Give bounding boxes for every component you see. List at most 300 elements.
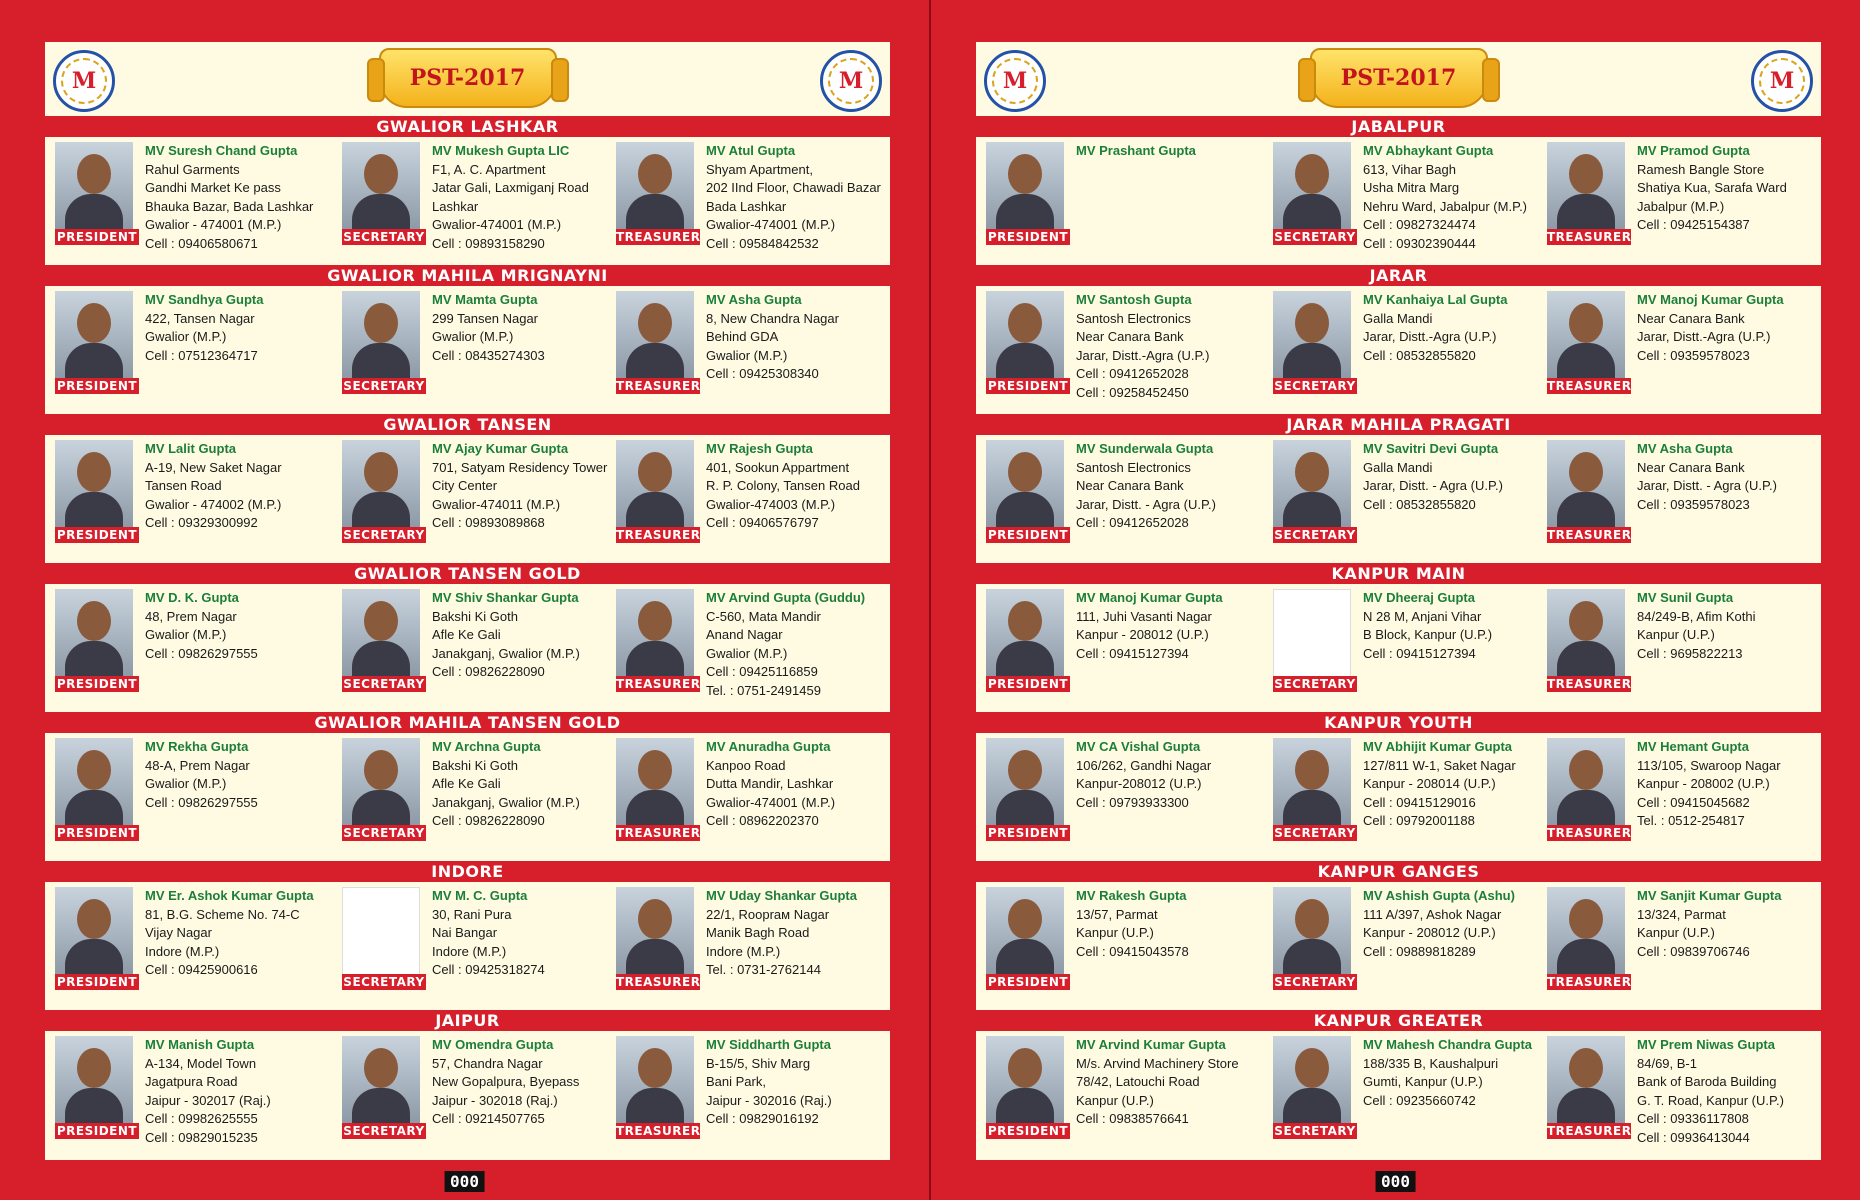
member-card bbox=[342, 291, 612, 411]
member-detail-line: Cell : 09829015235 bbox=[145, 1129, 258, 1145]
member-detail-line: Gwalior - 474002 (M.P.) bbox=[145, 496, 282, 512]
portrait-head bbox=[1569, 1048, 1603, 1088]
member-card bbox=[1273, 589, 1543, 709]
member-info bbox=[706, 887, 906, 980]
member-detail-line: 13/324, Parmat bbox=[1637, 906, 1726, 922]
portrait-torso bbox=[1283, 790, 1341, 830]
member-photo bbox=[1547, 291, 1625, 383]
member-photo bbox=[342, 291, 420, 383]
member-detail-line: Cell : 09406576797 bbox=[706, 515, 819, 530]
portrait-head bbox=[1008, 1048, 1042, 1088]
member-detail-line: 401, Sookun Appartment bbox=[706, 459, 850, 475]
member-detail-line: Cell : 09826228090 bbox=[432, 813, 545, 828]
portrait-torso bbox=[626, 641, 684, 681]
member-detail-line: Jarar, Distt.-Agra (U.P.) bbox=[1076, 347, 1210, 363]
member-name: MV Mahesh Chandra Gupta bbox=[1363, 1037, 1533, 1052]
role-badge: TREASURER bbox=[616, 528, 701, 542]
member-detail-line: 30, Rani Pura bbox=[432, 906, 512, 922]
portrait-torso bbox=[352, 492, 410, 532]
member-photo bbox=[1547, 887, 1625, 979]
portrait-torso bbox=[1557, 641, 1615, 681]
member-detail-line: 111, Juhi Vasanti Nagar bbox=[1076, 608, 1212, 624]
portrait-torso bbox=[996, 939, 1054, 979]
section-heading: KANPUR YOUTH bbox=[976, 712, 1821, 733]
member-detail-line: Gwalior (M.P.) bbox=[706, 347, 788, 363]
member-detail-line: Gwalior (M.P.) bbox=[706, 645, 788, 661]
role-badge: PRESIDENT bbox=[987, 826, 1069, 840]
member-card bbox=[1547, 142, 1817, 262]
member-name: MV Prashant Gupta bbox=[1076, 143, 1196, 158]
portrait-head bbox=[638, 899, 672, 939]
member-info bbox=[706, 142, 906, 253]
member-photo bbox=[616, 142, 694, 234]
member-name: MV Sandhya Gupta bbox=[145, 292, 264, 307]
portrait-head bbox=[638, 154, 672, 194]
member-info bbox=[1637, 589, 1837, 663]
member-detail-line: Usha Mitra Marg bbox=[1363, 180, 1460, 195]
page-title: PST-2017 bbox=[409, 65, 526, 91]
member-card bbox=[1273, 291, 1543, 411]
mv-logo-icon bbox=[1751, 50, 1813, 112]
member-detail-line: Janakganj, Gwalior (M.P.) bbox=[432, 794, 580, 810]
member-detail-line: Cell : 09829016192 bbox=[706, 1111, 819, 1126]
member-card bbox=[616, 142, 886, 262]
section-heading: JARAR MAHILA PRAGATI bbox=[976, 414, 1821, 435]
member-detail-line: 188/335 B, Kaushalpuri bbox=[1363, 1055, 1499, 1071]
portrait-torso bbox=[1557, 939, 1615, 979]
section-heading: JABALPUR bbox=[976, 116, 1821, 137]
portrait-head bbox=[1295, 750, 1329, 790]
member-name: MV Siddharth Gupta bbox=[706, 1037, 831, 1052]
masthead bbox=[976, 42, 1821, 116]
member-detail-line: Bank of Baroda Building bbox=[1637, 1074, 1777, 1089]
member-detail-line: Gwalior (M.P.) bbox=[145, 776, 227, 791]
portrait-torso bbox=[996, 1088, 1054, 1128]
member-card bbox=[616, 738, 886, 858]
role-badge: SECRETARY bbox=[1274, 1124, 1356, 1138]
member-info bbox=[1363, 440, 1563, 514]
member-photo bbox=[1547, 440, 1625, 532]
member-photo bbox=[986, 291, 1064, 383]
role-badge: SECRETARY bbox=[343, 528, 425, 542]
member-name: MV Savitri Devi Gupta bbox=[1363, 441, 1499, 456]
role-badge: PRESIDENT bbox=[56, 975, 138, 989]
member-info bbox=[1076, 291, 1276, 402]
member-detail-line: Cell : 09415127394 bbox=[1363, 645, 1476, 661]
member-detail-line: 13/57, Parmat bbox=[1076, 906, 1158, 922]
portrait-torso bbox=[1557, 492, 1615, 532]
section-members bbox=[45, 584, 890, 712]
page-number: 000 bbox=[444, 1171, 485, 1192]
role-badge: TREASURER bbox=[1547, 230, 1632, 244]
portrait-torso bbox=[626, 492, 684, 532]
member-detail-line: Cell : 08532855820 bbox=[1363, 347, 1476, 363]
portrait-head bbox=[364, 154, 398, 194]
portrait-head bbox=[77, 601, 111, 641]
portrait-head bbox=[638, 750, 672, 790]
member-detail-line: Cell : 08435274303 bbox=[432, 347, 545, 363]
role-badge: TREASURER bbox=[1547, 1124, 1632, 1138]
member-name: MV Manoj Kumar Gupta bbox=[1637, 292, 1784, 307]
role-badge: SECRETARY bbox=[1274, 826, 1356, 840]
member-detail-line: Gwalior-474003 (M.P.) bbox=[706, 496, 836, 512]
member-photo bbox=[55, 738, 133, 830]
section-heading: JAIPUR bbox=[45, 1010, 890, 1031]
member-detail-line: Vijay Nagar bbox=[145, 925, 212, 940]
member-name: MV M. C. Gupta bbox=[432, 888, 528, 903]
member-detail-line: Gumti, Kanpur (U.P.) bbox=[1363, 1074, 1483, 1089]
member-detail-line: 701, Satyam Residency Tower bbox=[432, 459, 608, 475]
member-detail-line: Cell : 09839706746 bbox=[1637, 943, 1750, 959]
role-badge: PRESIDENT bbox=[987, 528, 1069, 542]
member-detail-line: 78/42, Latouchi Road bbox=[1076, 1074, 1200, 1089]
member-detail-line: Cell : 09893158290 bbox=[432, 235, 545, 251]
role-badge: TREASURER bbox=[1547, 379, 1632, 393]
portrait-head bbox=[1008, 303, 1042, 343]
member-photo bbox=[342, 738, 420, 830]
portrait-head bbox=[1008, 601, 1042, 641]
section-members bbox=[976, 1031, 1821, 1159]
member-detail-line: Near Canara Bank bbox=[1637, 310, 1745, 326]
role-badge: SECRETARY bbox=[1274, 975, 1356, 989]
portrait-head bbox=[77, 750, 111, 790]
member-card bbox=[1273, 1036, 1543, 1156]
member-detail-line: 299 Tansen Nagar bbox=[432, 310, 539, 326]
member-photo bbox=[616, 440, 694, 532]
role-badge: PRESIDENT bbox=[56, 1124, 138, 1138]
member-photo bbox=[986, 440, 1064, 532]
section-heading: INDORE bbox=[45, 861, 890, 882]
member-photo bbox=[986, 738, 1064, 830]
member-info bbox=[432, 1036, 632, 1129]
portrait-torso bbox=[1557, 194, 1615, 234]
member-detail-line: Jaipur - 302016 (Raj.) bbox=[706, 1092, 832, 1108]
member-detail-line: Indore (M.P.) bbox=[706, 943, 781, 959]
member-card bbox=[342, 142, 612, 262]
member-photo bbox=[616, 291, 694, 383]
member-detail-line: Cell : 09425900616 bbox=[145, 962, 258, 977]
member-detail-line: Cell : 07512364717 bbox=[145, 347, 258, 363]
portrait-torso bbox=[352, 343, 410, 383]
member-name: MV Arvind Kumar Gupta bbox=[1076, 1037, 1226, 1052]
portrait-torso bbox=[352, 641, 410, 681]
role-badge: TREASURER bbox=[616, 1124, 701, 1138]
section-members bbox=[45, 882, 890, 1010]
member-name: MV Kanhaiya Lal Gupta bbox=[1363, 292, 1508, 307]
title-scroll-banner bbox=[1310, 48, 1488, 108]
role-badge: SECRETARY bbox=[343, 826, 425, 840]
member-detail-line: Behind GDA bbox=[706, 329, 779, 344]
logo-monogram: M bbox=[1769, 68, 1795, 94]
member-info bbox=[432, 887, 632, 980]
member-name: MV Anuradha Gupta bbox=[706, 739, 831, 754]
portrait-head bbox=[364, 601, 398, 641]
member-card bbox=[342, 738, 612, 858]
member-detail-line: Gwalior (M.P.) bbox=[145, 329, 227, 344]
role-badge: PRESIDENT bbox=[987, 677, 1069, 691]
portrait-torso bbox=[1283, 343, 1341, 383]
portrait-head bbox=[1008, 154, 1042, 194]
role-badge: TREASURER bbox=[1547, 975, 1632, 989]
portrait-head bbox=[638, 601, 672, 641]
portrait-head bbox=[1008, 899, 1042, 939]
role-badge: SECRETARY bbox=[343, 677, 425, 691]
member-detail-line: Rahul Garments bbox=[145, 161, 240, 177]
member-detail-line: Kanpur - 208012 (U.P.) bbox=[1076, 627, 1209, 642]
member-detail-line: Kanpur-208012 (U.P.) bbox=[1076, 776, 1202, 791]
member-card bbox=[986, 142, 1256, 262]
member-detail-line: Cell : 9695822213 bbox=[1637, 645, 1743, 661]
member-detail-line: Gwalior-474001 (M.P.) bbox=[706, 217, 836, 232]
section-heading: GWALIOR TANSEN bbox=[45, 414, 890, 435]
member-detail-line: Cell : 09889818289 bbox=[1363, 943, 1476, 959]
member-detail-line: Tansen Road bbox=[145, 478, 222, 493]
member-detail-line: 48, Prem Nagar bbox=[145, 608, 237, 624]
right-page bbox=[931, 0, 1860, 1200]
portrait-torso bbox=[996, 790, 1054, 830]
member-name: MV Atul Gupta bbox=[706, 143, 796, 158]
member-detail-line: Shatiya Kua, Sarafa Ward bbox=[1637, 180, 1787, 195]
member-detail-line: Tel. : 0731-2762144 bbox=[706, 962, 821, 977]
member-detail-line: Gwalior-474001 (M.P.) bbox=[706, 794, 836, 810]
member-card bbox=[986, 440, 1256, 560]
member-detail-line: Gwalior-474011 (M.P.) bbox=[432, 496, 561, 512]
role-badge: PRESIDENT bbox=[56, 528, 138, 542]
member-detail-line: Cell : 09425308340 bbox=[706, 366, 819, 381]
portrait-torso bbox=[996, 492, 1054, 532]
member-detail-line: Cell : 09214507765 bbox=[432, 1111, 545, 1126]
member-card bbox=[986, 589, 1256, 709]
member-detail-line: Kanpoo Road bbox=[706, 757, 786, 773]
mv-logo-icon bbox=[53, 50, 115, 112]
role-badge: TREASURER bbox=[616, 230, 701, 244]
member-info bbox=[145, 142, 345, 253]
portrait-torso bbox=[65, 194, 123, 234]
member-name: MV Sanjit Kumar Gupta bbox=[1637, 888, 1782, 903]
member-card bbox=[616, 291, 886, 411]
member-info bbox=[432, 142, 632, 253]
member-info bbox=[1637, 291, 1837, 365]
member-photo bbox=[55, 291, 133, 383]
member-card bbox=[342, 440, 612, 560]
member-info bbox=[432, 738, 632, 831]
section-members bbox=[45, 435, 890, 563]
member-card bbox=[616, 1036, 886, 1156]
member-name: MV Dheeraj Gupta bbox=[1363, 590, 1475, 605]
left-page bbox=[0, 0, 929, 1200]
member-name: MV Archna Gupta bbox=[432, 739, 541, 754]
section-heading: GWALIOR MAHILA MRIGNAYNI bbox=[45, 265, 890, 286]
member-photo bbox=[1273, 589, 1351, 681]
member-detail-line: 113/105, Swaroop Nagar bbox=[1637, 757, 1781, 773]
portrait-torso bbox=[65, 790, 123, 830]
section-members bbox=[45, 137, 890, 265]
mv-logo-icon bbox=[984, 50, 1046, 112]
member-detail-line: Cell : 09415045682 bbox=[1637, 794, 1750, 810]
member-photo bbox=[55, 440, 133, 532]
portrait-head bbox=[1295, 452, 1329, 492]
section-members bbox=[976, 584, 1821, 712]
member-detail-line: Cell : 09893089868 bbox=[432, 515, 545, 530]
member-name: MV Sunil Gupta bbox=[1637, 590, 1734, 605]
member-info bbox=[145, 1036, 345, 1147]
member-detail-line: Cell : 09793933300 bbox=[1076, 794, 1189, 810]
member-photo bbox=[342, 887, 420, 979]
portrait-head bbox=[77, 1048, 111, 1088]
member-name: MV Uday Shankar Gupta bbox=[706, 888, 857, 903]
member-detail-line: Cell : 09827324474 bbox=[1363, 217, 1476, 232]
portrait-torso bbox=[65, 641, 123, 681]
role-badge: PRESIDENT bbox=[987, 379, 1069, 393]
member-info bbox=[145, 738, 345, 812]
member-card bbox=[1273, 887, 1543, 1007]
member-detail-line: Cell : 09406580671 bbox=[145, 235, 258, 251]
member-detail-line: Cell : 09826228090 bbox=[432, 664, 545, 679]
member-name: MV Abhijit Kumar Gupta bbox=[1363, 739, 1513, 754]
member-card bbox=[986, 738, 1256, 858]
section-heading: GWALIOR MAHILA TANSEN GOLD bbox=[45, 712, 890, 733]
member-card bbox=[1547, 440, 1817, 560]
member-info bbox=[1076, 738, 1276, 812]
member-card bbox=[986, 887, 1256, 1007]
member-detail-line: Lashkar bbox=[432, 198, 479, 214]
member-card bbox=[55, 1036, 325, 1156]
role-badge: PRESIDENT bbox=[56, 230, 138, 244]
member-detail-line: Cell : 09415043578 bbox=[1076, 943, 1189, 959]
member-info bbox=[145, 440, 345, 533]
role-badge: SECRETARY bbox=[1274, 677, 1356, 691]
member-detail-line: Jarar, Distt.-Agra (U.P.) bbox=[1363, 329, 1497, 344]
member-detail-line: 81, B.G. Scheme No. 74-C bbox=[145, 906, 300, 922]
member-photo bbox=[1547, 142, 1625, 234]
member-card bbox=[1273, 440, 1543, 560]
member-name: MV Asha Gupta bbox=[1637, 441, 1733, 456]
member-name: MV Rajesh Gupta bbox=[706, 441, 813, 456]
member-detail-line: Near Canara Bank bbox=[1076, 478, 1184, 493]
member-detail-line: N 28 M, Anjani Vihar bbox=[1363, 608, 1482, 624]
portrait-torso bbox=[1557, 790, 1615, 830]
role-badge: PRESIDENT bbox=[987, 1124, 1069, 1138]
member-detail-line: Jagatpura Road bbox=[145, 1074, 238, 1089]
portrait-torso bbox=[626, 939, 684, 979]
masthead bbox=[45, 42, 890, 116]
member-detail-line: New Gopalpura, Byepass bbox=[432, 1074, 580, 1089]
portrait-head bbox=[1569, 601, 1603, 641]
role-badge: PRESIDENT bbox=[987, 230, 1069, 244]
member-photo bbox=[986, 1036, 1064, 1128]
logo-monogram: M bbox=[1002, 68, 1028, 94]
member-photo bbox=[342, 440, 420, 532]
member-name: MV Abhaykant Gupta bbox=[1363, 143, 1494, 158]
member-detail-line: F1, A. C. Apartment bbox=[432, 161, 546, 177]
member-info bbox=[706, 440, 906, 533]
member-detail-line: Cell : 09982625555 bbox=[145, 1111, 258, 1126]
portrait-torso bbox=[626, 194, 684, 234]
portrait-torso bbox=[65, 1088, 123, 1128]
portrait-head bbox=[364, 452, 398, 492]
member-card bbox=[342, 1036, 612, 1156]
member-detail-line: M/s. Arvind Machinery Store bbox=[1076, 1055, 1239, 1071]
member-photo bbox=[1273, 887, 1351, 979]
member-info bbox=[432, 291, 632, 365]
member-card bbox=[55, 887, 325, 1007]
member-detail-line: Cell : 09258452450 bbox=[1076, 384, 1189, 400]
member-card bbox=[616, 440, 886, 560]
member-detail-line: Bada Lashkar bbox=[706, 198, 787, 214]
page-title: PST-2017 bbox=[1340, 65, 1457, 91]
page-number: 000 bbox=[1375, 1171, 1416, 1192]
section-heading: KANPUR GREATER bbox=[976, 1010, 1821, 1031]
portrait-torso bbox=[626, 343, 684, 383]
portrait-head bbox=[1569, 303, 1603, 343]
member-card bbox=[55, 142, 325, 262]
member-detail-line: Cell : 09936413044 bbox=[1637, 1129, 1750, 1145]
member-info bbox=[145, 589, 345, 663]
role-badge: TREASURER bbox=[616, 379, 701, 393]
member-name: MV D. K. Gupta bbox=[145, 590, 239, 605]
member-detail-line: Kanpur - 208014 (U.P.) bbox=[1363, 776, 1496, 791]
section-members bbox=[976, 435, 1821, 563]
member-name: MV Er. Ashok Kumar Gupta bbox=[145, 888, 314, 903]
member-detail-line: Shyam Apartment, bbox=[706, 161, 813, 177]
portrait-head bbox=[364, 750, 398, 790]
member-photo bbox=[342, 1036, 420, 1128]
member-photo bbox=[616, 589, 694, 681]
role-badge: TREASURER bbox=[616, 677, 701, 691]
member-card bbox=[986, 1036, 1256, 1156]
member-detail-line: Bakshi Ki Goth bbox=[432, 757, 518, 773]
member-photo bbox=[986, 589, 1064, 681]
member-detail-line: B-15/5, Shiv Marg bbox=[706, 1055, 811, 1071]
portrait-head bbox=[77, 899, 111, 939]
member-detail-line: C-560, Mata Mandir bbox=[706, 608, 821, 624]
member-info bbox=[706, 738, 906, 831]
member-detail-line: Jarar, Distt.-Agra (U.P.) bbox=[1637, 329, 1771, 344]
member-card bbox=[1547, 291, 1817, 411]
member-detail-line: Galla Mandi bbox=[1363, 459, 1433, 475]
role-badge: PRESIDENT bbox=[987, 975, 1069, 989]
role-badge: SECRETARY bbox=[343, 975, 425, 989]
member-detail-line: 84/249-B, Afim Kothi bbox=[1637, 608, 1756, 624]
member-detail-line: Gandhi Market Ke pass bbox=[145, 180, 281, 195]
member-detail-line: Cell : 09359578023 bbox=[1637, 347, 1750, 363]
member-photo bbox=[1273, 440, 1351, 532]
section-members bbox=[45, 286, 890, 414]
member-detail-line: 111 A/397, Ashok Nagar bbox=[1363, 906, 1502, 922]
member-detail-line: Bani Park, bbox=[706, 1074, 766, 1089]
member-detail-line: Anand Nagar bbox=[706, 627, 783, 642]
role-badge: SECRETARY bbox=[1274, 379, 1356, 393]
member-detail-line: Bhauka Bazar, Bada Lashkar bbox=[145, 198, 314, 214]
portrait-torso bbox=[1557, 1088, 1615, 1128]
member-name: MV Mukesh Gupta LIC bbox=[432, 143, 570, 158]
member-detail-line: Cell : 09235660742 bbox=[1363, 1092, 1476, 1108]
member-detail-line: Bakshi Ki Goth bbox=[432, 608, 518, 624]
member-card bbox=[342, 887, 612, 1007]
member-photo bbox=[1273, 291, 1351, 383]
member-name: MV Ashish Gupta (Ashu) bbox=[1363, 888, 1515, 903]
member-detail-line: Cell : 08532855820 bbox=[1363, 496, 1476, 512]
member-card bbox=[986, 291, 1256, 411]
member-detail-line: Jatar Gali, Laxmiganj Road bbox=[432, 180, 589, 195]
member-photo bbox=[1547, 1036, 1625, 1128]
portrait-torso bbox=[65, 939, 123, 979]
member-photo bbox=[616, 887, 694, 979]
member-name: MV Manoj Kumar Gupta bbox=[1076, 590, 1223, 605]
member-detail-line: Nai Bangar bbox=[432, 925, 498, 940]
member-detail-line: Cell : 09412652028 bbox=[1076, 366, 1189, 381]
member-detail-line: Jarar, Distt. - Agra (U.P.) bbox=[1363, 478, 1503, 493]
